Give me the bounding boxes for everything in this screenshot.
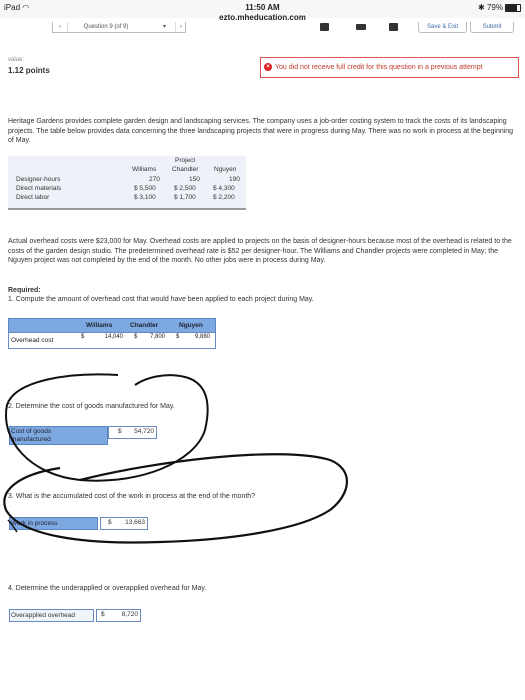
column-header: Chandler [172, 166, 199, 173]
q2-text: 2. Determine the cost of goods manufactured for May. [8, 403, 175, 410]
table-cell: 190 [229, 176, 240, 183]
table-cell: $ 2,500 [174, 185, 196, 192]
clock: 11:50 AM [245, 3, 280, 12]
overhead-chandler-input[interactable]: $ 7,800 [134, 334, 165, 340]
toolbar [0, 22, 525, 36]
overapplied-input[interactable]: $ 8,720 [96, 609, 141, 622]
print-icon[interactable] [356, 24, 366, 30]
previous-attempt-alert [260, 57, 519, 78]
table-cell: $ 1,700 [174, 194, 196, 201]
wifi-icon: ◠ [22, 3, 30, 12]
points-value: 1.12 points [8, 66, 50, 75]
column-header: Williams [132, 166, 157, 173]
row-label: Overhead cost [11, 337, 54, 344]
calculator-icon[interactable] [320, 23, 329, 31]
column-header: Chandler [130, 322, 159, 329]
battery-status: ✱ 79% [478, 3, 503, 12]
q4-text: 4. Determine the underapplied or overapplied overhead for May. [8, 585, 207, 592]
column-header: Williams [86, 322, 113, 329]
problem-details [8, 237, 518, 266]
overhead-nguyen-input[interactable]: $ 9,880 [176, 334, 210, 340]
table-cell: 270 [149, 176, 160, 183]
wip-label: Work in process [11, 520, 58, 527]
column-header: Nguyen [214, 166, 237, 173]
row-label: Designer-hours [16, 176, 61, 183]
status-bar [0, 0, 525, 22]
question-select-value: Question 9 (of 9) [83, 24, 129, 30]
value-label: value: [8, 57, 25, 63]
table-cell: $ 2,200 [213, 194, 235, 201]
wip-input[interactable]: $ 13,663 [100, 517, 148, 530]
table-group-header: Project [175, 157, 196, 164]
required-heading: Required: [8, 287, 41, 294]
table-cell: $ 4,300 [213, 185, 235, 192]
details-text: Actual overhead costs were $23,000 for May. Overhead costs are applied to projects on the basis of designer-hours because most of the overhead is related to the costs of the garden design studio. The predetermined overhead rate is $52 per designer-hour. The Williams and Chandler projects were completed in May; the Nguyen project was not completed by the end of the month. No other jobs were in process during May. [8, 238, 512, 264]
table-cell: $ 5,500 [134, 185, 156, 192]
row-label: Direct materials [16, 185, 62, 192]
question-selector[interactable] [52, 22, 186, 33]
cogm-input[interactable]: $ 54,720 [108, 426, 157, 439]
problem-intro [8, 117, 518, 146]
q3-text: 3. What is the accumulated cost of the work in process at the end of the month? [8, 493, 256, 500]
reference-icon[interactable] [389, 23, 398, 31]
q1-answer-table [8, 318, 216, 349]
submit-button[interactable]: Submit [470, 22, 514, 33]
overapplied-select[interactable] [9, 609, 94, 622]
prev-question-button[interactable]: ‹ [53, 22, 68, 32]
battery-icon [505, 4, 521, 12]
bluetooth-icon: ✱ [478, 3, 485, 12]
column-header: Nguyen [179, 322, 203, 329]
next-question-button[interactable]: › [175, 22, 186, 32]
table-cell: 150 [189, 176, 200, 183]
chevron-down-icon[interactable]: ▾ [163, 24, 167, 30]
q3-label-cell [9, 517, 98, 530]
save-exit-button[interactable]: Save & Exit [418, 22, 467, 33]
cogm-label: Cost of goods manufactured [11, 428, 52, 443]
overhead-williams-input[interactable]: $ 14,040 [81, 334, 123, 340]
alert-text: You did not receive full credit for this question in a previous attempt [275, 64, 483, 71]
row-label: Direct labor [16, 194, 50, 201]
url-bar[interactable]: ezto.mheducation.com [219, 13, 306, 22]
project-data-table [8, 156, 246, 210]
error-icon: × [264, 63, 272, 71]
q1-text: 1. Compute the amount of overhead cost that would have been applied to each project during May. [8, 296, 314, 303]
intro-text: Heritage Gardens provides complete garden design and landscaping services. The company uses a job-order costing system to track the costs of its landscaping projects. The table below provides data concerning the three landscaping projects that were in progress during May. There was no work in process at the beginning of May. [8, 118, 514, 144]
overapplied-label: Overapplied overhead [11, 612, 75, 619]
table-cell: $ 3,100 [134, 194, 156, 201]
device-label: iPad ◠ [4, 3, 30, 12]
q2-label-cell [9, 426, 108, 445]
